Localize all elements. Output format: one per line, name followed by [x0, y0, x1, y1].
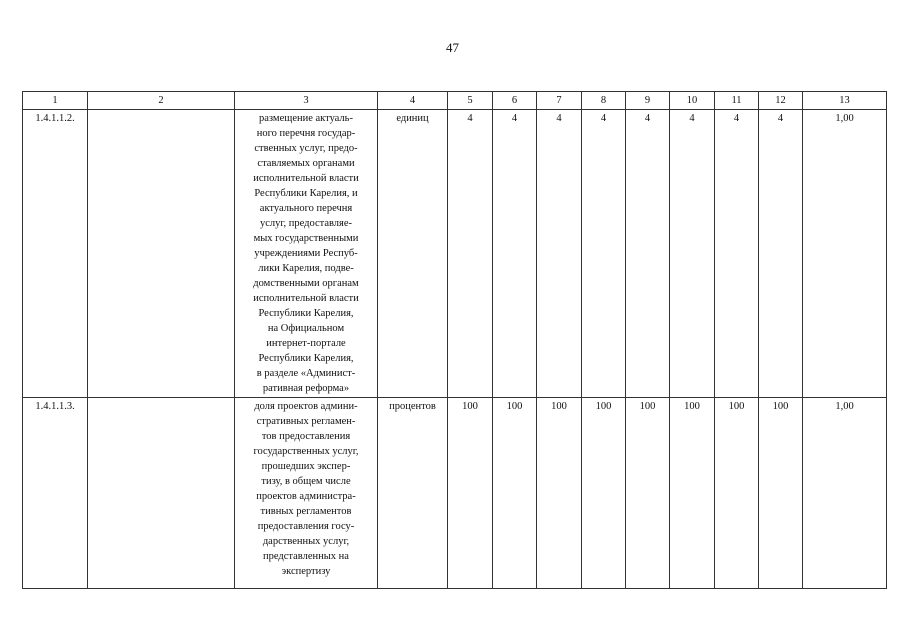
row-col2: [88, 398, 235, 589]
header-cell-2: 2: [88, 92, 235, 110]
table-row: [23, 398, 887, 589]
row-unit: единиц: [378, 110, 448, 398]
row-value: 4: [759, 110, 803, 398]
row-value: 100: [493, 398, 537, 589]
header-cell-5: 5: [448, 92, 493, 110]
header-cell-12: 12: [759, 92, 803, 110]
table-row: [23, 110, 887, 398]
row-value: 4: [493, 110, 537, 398]
indicator-table: [22, 91, 887, 589]
row-value: 4: [670, 110, 715, 398]
header-cell-11: 11: [715, 92, 759, 110]
header-cell-8: 8: [582, 92, 626, 110]
row-code: 1.4.1.1.2.: [23, 110, 88, 398]
row-value: 100: [448, 398, 493, 589]
header-cell-1: 1: [23, 92, 88, 110]
header-cell-3: 3: [235, 92, 378, 110]
row-value: 4: [626, 110, 670, 398]
row-value: 100: [582, 398, 626, 589]
page-number: 47: [446, 40, 459, 55]
header-row: [23, 92, 887, 110]
row-value: 4: [448, 110, 493, 398]
header-cell-4: 4: [378, 92, 448, 110]
header-cell-6: 6: [493, 92, 537, 110]
row-col13: 1,00: [803, 398, 887, 589]
row-col2: [88, 110, 235, 398]
header-cell-7: 7: [537, 92, 582, 110]
row-col13: 1,00: [803, 110, 887, 398]
row-unit: процентов: [378, 398, 448, 589]
row-description: доля проектов админи- стративных регламен- тов предоставления государственных услуг, прошедших экспер- тизу, в общем числе проектов администра- тивных регламентов предоставления госу- дарственных услуг, представленных на экспертизу: [235, 398, 378, 589]
row-value: 100: [715, 398, 759, 589]
row-value: 4: [715, 110, 759, 398]
row-value: 100: [537, 398, 582, 589]
row-value: 4: [582, 110, 626, 398]
row-value: 100: [670, 398, 715, 589]
row-description: размещение актуаль- ного перечня государ- ственных услуг, предо- ставляемых органами исполнительной власти Республики Карелия, и актуального перечня услуг, предоставляе- мых государственными учреждениями Респуб- лики Карелия, подве- домственными органам исполнительной власти Республики Карелия, на Официальном интернет-портале Республики Карелия, в разделе «Админист- ративная реформа»: [235, 110, 378, 398]
header-cell-13: 13: [803, 92, 887, 110]
row-code: 1.4.1.1.3.: [23, 398, 88, 589]
row-value: 100: [626, 398, 670, 589]
row-value: 100: [759, 398, 803, 589]
header-cell-10: 10: [670, 92, 715, 110]
header-cell-9: 9: [626, 92, 670, 110]
row-value: 4: [537, 110, 582, 398]
